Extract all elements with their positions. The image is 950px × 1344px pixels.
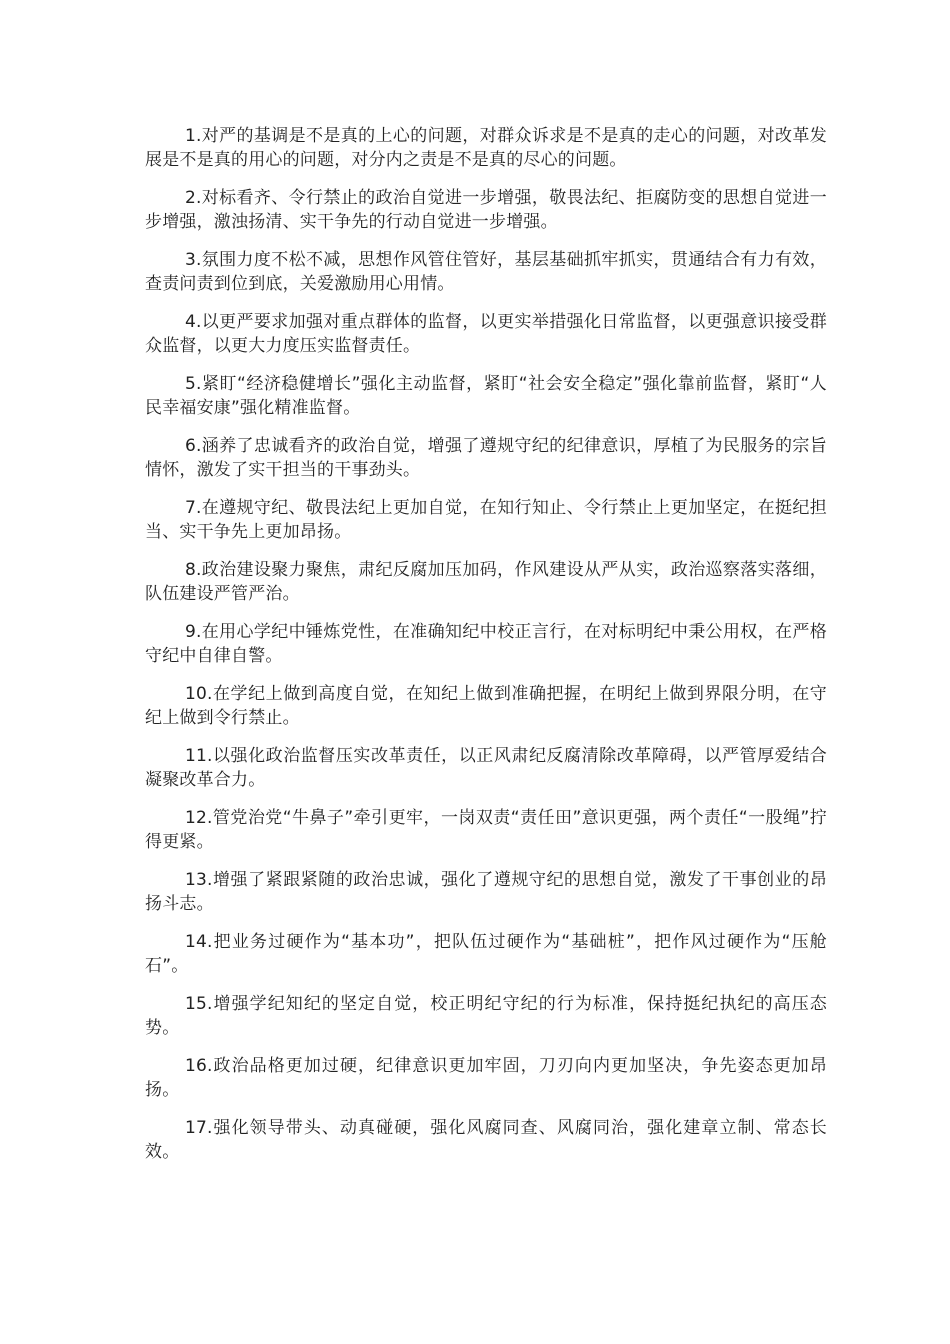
paragraph-12: 12.管党治党“牛鼻子”牵引更牢，一岗双责“责任田”意识更强，两个责任“一股绳”拧得更紧。 [145,808,827,852]
paragraph-2: 2.对标看齐、令行禁止的政治自觉进一步增强，敬畏法纪、拒腐防变的思想自觉进一步增强，激浊扬清、实干争先的行动自觉进一步增强。 [145,188,827,232]
paragraph-16: 16.政治品格更加过硬，纪律意识更加牢固，刀刃向内更加坚决，争先姿态更加昂扬。 [145,1056,827,1100]
paragraph-6: 6.涵养了忠诚看齐的政治自觉，增强了遵规守纪的纪律意识，厚植了为民服务的宗旨情怀，激发了实干担当的干事劲头。 [145,436,827,480]
paragraph-1: 1.对严的基调是不是真的上心的问题，对群众诉求是不是真的走心的问题，对改革发展是不是真的用心的问题，对分内之责是不是真的尽心的问题。 [145,126,827,170]
paragraph-8: 8.政治建设聚力聚焦，肃纪反腐加压加码，作风建设从严从实，政治巡察落实落细，队伍建设严管严治。 [145,560,827,604]
paragraph-3: 3.氛围力度不松不减，思想作风管住管好，基层基础抓牢抓实，贯通结合有力有效，查责问责到位到底，关爱激励用心用情。 [145,250,827,294]
paragraph-9: 9.在用心学纪中锤炼党性，在准确知纪中校正言行，在对标明纪中秉公用权，在严格守纪中自律自警。 [145,622,827,666]
paragraph-11: 11.以强化政治监督压实改革责任，以正风肃纪反腐清除改革障碍，以严管厚爱结合凝聚改革合力。 [145,746,827,790]
paragraph-13: 13.增强了紧跟紧随的政治忠诚，强化了遵规守纪的思想自觉，激发了干事创业的昂扬斗志。 [145,870,827,914]
paragraph-14: 14.把业务过硬作为“基本功”，把队伍过硬作为“基础桩”，把作风过硬作为“压舱石”。 [145,932,827,976]
paragraph-5: 5.紧盯“经济稳健增长”强化主动监督，紧盯“社会安全稳定”强化靠前监督，紧盯“人民幸福安康”强化精准监督。 [145,374,827,418]
document-page [145,124,827,1178]
paragraph-17: 17.强化领导带头、动真碰硬，强化风腐同查、风腐同治，强化建章立制、常态长效。 [145,1118,827,1162]
paragraph-4: 4.以更严要求加强对重点群体的监督，以更实举措强化日常监督，以更强意识接受群众监督，以更大力度压实监督责任。 [145,312,827,356]
paragraph-15: 15.增强学纪知纪的坚定自觉，校正明纪守纪的行为标准，保持挺纪执纪的高压态势。 [145,994,827,1038]
paragraph-7: 7.在遵规守纪、敬畏法纪上更加自觉，在知行知止、令行禁止上更加坚定，在挺纪担当、实干争先上更加昂扬。 [145,498,827,542]
paragraph-10: 10.在学纪上做到高度自觉，在知纪上做到准确把握，在明纪上做到界限分明，在守纪上做到令行禁止。 [145,684,827,728]
